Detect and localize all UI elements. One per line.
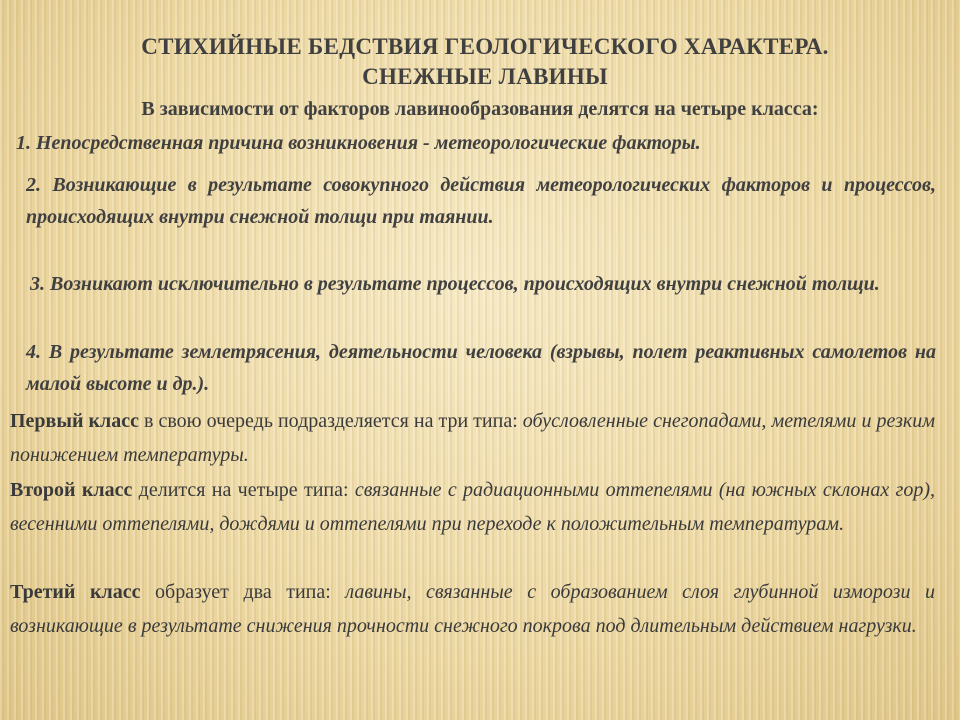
paragraph-lead: Второй класс [10,479,133,501]
list-item: 3. Возникают исключительно в результате процессов, происходящих внутри снежной толщи. [30,273,880,295]
intro-text: В зависимости от факторов лавинообразования делятся на четыре класса: [141,98,819,120]
paragraph-italic: связанные с радиационными оттепелями (на южных склонах гор), весенними оттепелями, дождями и оттепелями при переходе к положительным температурам. [10,479,935,535]
paragraph-text: образует два типа: [140,581,346,603]
paragraph-text: делится на четыре типа: [132,479,355,501]
paragraph-lead: Третий класс [10,581,141,603]
title-line-1: СТИХИЙНЫЕ БЕДСТВИЯ ГЕОЛОГИЧЕСКОГО ХАРАКТЕРА. [141,34,829,59]
paragraph-lead: Первый класс [10,410,140,432]
paragraph-text: в свою очередь подразделяется на три типа: [139,410,523,432]
list-item: 1. Непосредственная причина возникновения - метеорологические факторы. [16,132,701,154]
paragraph-class-1 [10,404,935,472]
title-line-2: СНЕЖНЫЕ ЛАВИНЫ [362,64,608,89]
paragraph-class-3 [10,575,935,643]
list-item: 4. В результате землетрясения, деятельности человека (взрывы, полет реактивных самолетов на малой высоте и др.). [26,341,936,395]
paragraph-class-2 [10,473,935,541]
slide-title [60,32,910,92]
paragraph-italic: обусловленные снегопадами, метелями и резким понижением температуры. [10,410,935,466]
list-item: 2. Возникающие в результате совокупного действия метеорологических факторов и процессов, происходящих внутри снежной толщи при таянии. [26,174,936,228]
paragraph-italic: лавины, связанные с образованием слоя глубинной изморози и возникающие в результате снижения прочности снежного покрова под длительным действием нагрузки. [10,581,936,637]
